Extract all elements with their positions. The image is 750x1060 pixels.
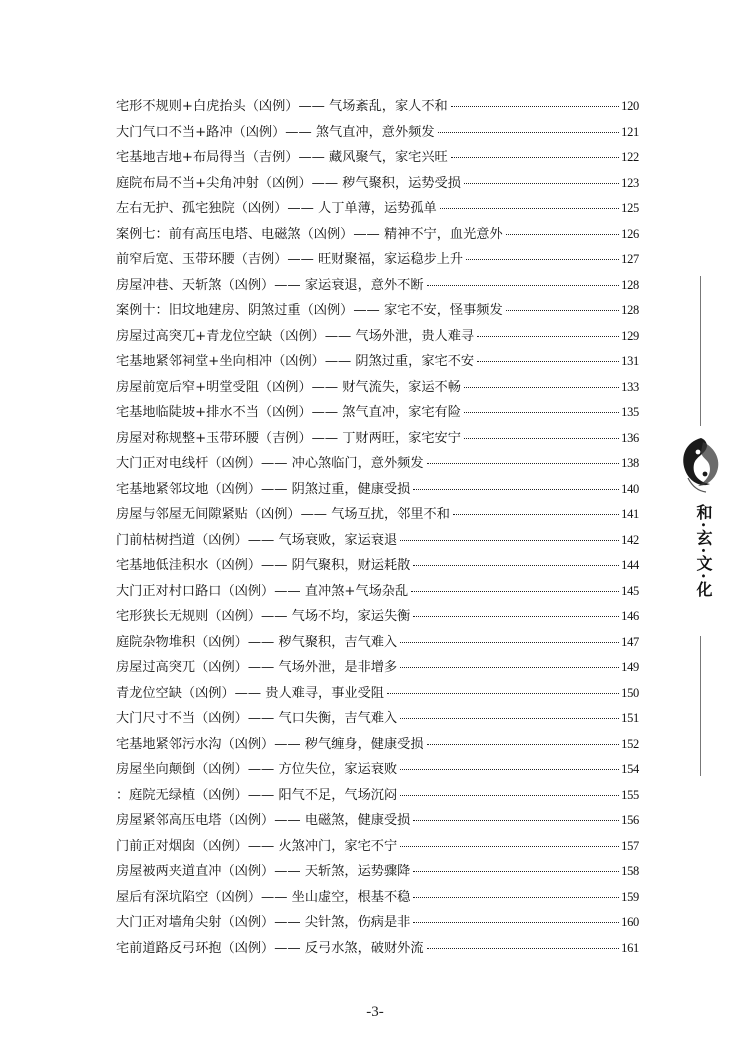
dot-leader (413, 616, 619, 617)
toc-entry[interactable] (116, 834, 639, 860)
toc-entry-page: 135 (621, 405, 639, 419)
toc-entry-page: 152 (621, 736, 639, 751)
dot-leader (413, 897, 619, 898)
toc-entry-page: 151 (621, 711, 639, 725)
toc-entry[interactable] (116, 732, 639, 758)
table-of-contents (116, 94, 639, 961)
toc-entry[interactable] (116, 247, 639, 273)
toc-entry-page: 158 (621, 864, 639, 878)
toc-entry-page: 123 (621, 175, 639, 190)
toc-entry-page: 157 (621, 838, 639, 853)
dot-leader (400, 540, 619, 541)
toc-entry-title: 前窄后宽、玉带环腰（吉例）—— 旺财聚福，家运稳步上升 (116, 252, 464, 267)
toc-entry-title: 房屋对称规整+玉带环腰（吉例）—— 丁财两旺，家宅安宁 (116, 430, 461, 446)
toc-entry[interactable] (116, 222, 639, 248)
brand-vertical-text: 和·玄·文·化 (694, 504, 713, 599)
toc-entry[interactable] (116, 553, 639, 579)
toc-entry-title: 案例十：旧坟地建房、阴煞过重（凶例）—— 家宅不安，怪事频发 (116, 303, 503, 318)
dot-leader (413, 565, 619, 566)
divider-line (700, 276, 701, 426)
divider-line (700, 636, 701, 776)
toc-entry-title: 宅基地吉地+布局得当（吉例）—— 藏风聚气，家宅兴旺 (116, 150, 448, 165)
toc-entry-title: 大门正对电线杆（凶例）—— 冲心煞临门，意外频发 (116, 456, 424, 471)
dot-leader (400, 846, 619, 847)
toc-entry-page: 127 (621, 252, 639, 266)
dot-leader (464, 387, 619, 388)
toc-entry[interactable] (116, 681, 639, 707)
toc-entry-page: 122 (621, 150, 639, 164)
toc-entry-page: 160 (621, 915, 639, 929)
toc-entry[interactable] (116, 706, 639, 732)
dot-leader (400, 718, 619, 719)
toc-entry[interactable] (116, 808, 639, 834)
toc-entry-title: 房屋紧邻高压电塔（凶例）—— 电磁煞，健康受损 (116, 813, 411, 828)
toc-entry-title: 宅前道路反弓环抱（凶例）—— 反弓水煞，破财外流 (116, 940, 424, 956)
dot-leader (477, 361, 619, 362)
toc-entry[interactable] (116, 94, 639, 120)
toc-entry-title: 庭院布局不当+尖角冲射（凶例）—— 秽气聚积，运势受损 (116, 175, 461, 191)
dot-leader (440, 208, 619, 209)
dot-leader (413, 922, 619, 923)
dot-leader (400, 642, 619, 643)
dot-leader (400, 769, 619, 770)
dot-leader (411, 591, 619, 592)
toc-entry-page: 145 (621, 583, 639, 598)
dot-leader (451, 106, 619, 107)
toc-entry-page: 144 (621, 558, 639, 572)
toc-entry[interactable] (116, 910, 639, 936)
toc-entry-page: 147 (621, 634, 639, 649)
toc-entry-title: 房屋坐向颠倒（凶例）—— 方位失位，家运衰败 (116, 762, 398, 777)
toc-entry-title: 房屋被两夹道直冲（凶例）—— 天斩煞，运势骤降 (116, 864, 411, 879)
toc-entry-page: 140 (621, 481, 639, 496)
page-number: -3- (366, 1004, 384, 1020)
toc-entry[interactable] (116, 324, 639, 350)
toc-entry-page: 136 (621, 430, 639, 445)
toc-entry[interactable] (116, 885, 639, 911)
dot-leader (453, 514, 619, 515)
dot-leader (438, 132, 620, 133)
toc-entry-title: 门前正对烟囱（凶例）—— 火煞冲门，家宅不宁 (116, 838, 398, 854)
dot-leader (506, 234, 620, 235)
dot-leader (464, 183, 619, 184)
toc-entry[interactable] (116, 426, 639, 452)
dot-leader (464, 412, 619, 413)
toc-entry-title: 房屋前宽后窄+明堂受阻（凶例）—— 财气流失，家运不畅 (116, 379, 461, 395)
toc-entry[interactable] (116, 502, 639, 528)
toc-entry[interactable] (116, 783, 639, 809)
toc-entry-title: 门前枯树挡道（凶例）—— 气场衰败，家运衰退 (116, 532, 398, 548)
dot-leader (427, 285, 620, 286)
dot-leader (506, 310, 620, 311)
toc-entry-page: 133 (621, 379, 639, 394)
toc-entry[interactable] (116, 171, 639, 197)
toc-entry-page: 129 (621, 328, 639, 343)
toc-entry-title: 案例七：前有高压电塔、电磁煞（凶例）—— 精神不宁，血光意外 (116, 226, 503, 242)
yin-yang-ink-icon (676, 434, 726, 494)
dot-leader (413, 820, 619, 821)
toc-entry-title: 房屋过高突兀（凶例）—— 气场外泄，是非增多 (116, 660, 398, 675)
toc-entry-page: 138 (621, 456, 639, 470)
toc-entry-title: 宅形不规则+白虎抬头（凶例）—— 气场紊乱，家人不和 (116, 99, 448, 114)
toc-entry-page: 156 (621, 813, 639, 827)
toc-entry-title: 左右无护、孤宅独院（凶例）—— 人丁单薄，运势孤单 (116, 201, 437, 216)
toc-entry-title: ：庭院无绿植（凶例）—— 阳气不足，气场沉闷 (116, 787, 398, 803)
toc-entry-title: 宅基地紧邻祠堂+坐向相冲（凶例）—— 阴煞过重，家宅不安 (116, 354, 475, 369)
toc-entry[interactable] (116, 145, 639, 171)
toc-entry-title: 宅基地低洼积水（凶例）—— 阴气聚积，财运耗散 (116, 558, 411, 573)
toc-entry[interactable] (116, 400, 639, 426)
toc-entry-page: 126 (621, 226, 639, 241)
dot-leader (400, 667, 619, 668)
dot-leader (427, 463, 620, 464)
toc-entry-title: 青龙位空缺（凶例）—— 贵人难寻，事业受阻 (116, 685, 384, 701)
toc-entry-title: 房屋过高突兀+青龙位空缺（凶例）—— 气场外泄，贵人难寻 (116, 328, 475, 344)
toc-entry-page: 154 (621, 762, 639, 776)
toc-entry-page: 125 (621, 201, 639, 215)
toc-entry[interactable] (116, 655, 639, 681)
toc-entry[interactable] (116, 936, 639, 962)
toc-entry-title: 宅基地临陡坡+排水不当（凶例）—— 煞气直冲，家宅有险 (116, 405, 461, 420)
dot-leader (464, 438, 619, 439)
toc-entry[interactable] (116, 196, 639, 222)
sidebar-brand-panel (676, 276, 726, 696)
toc-entry-page: 131 (621, 354, 639, 368)
toc-entry[interactable] (116, 477, 639, 503)
dot-leader (451, 157, 619, 158)
toc-entry-page: 121 (621, 124, 639, 139)
toc-entry[interactable] (116, 451, 639, 477)
toc-entry-title: 房屋冲巷、天斩煞（凶例）—— 家运衰退，意外不断 (116, 277, 424, 293)
dot-leader (387, 693, 619, 694)
toc-entry-title: 宅形狭长无规则（凶例）—— 气场不均，家运失衡 (116, 609, 411, 624)
toc-entry[interactable] (116, 630, 639, 656)
toc-entry[interactable] (116, 528, 639, 554)
toc-entry[interactable] (116, 604, 639, 630)
dot-leader (466, 259, 619, 260)
toc-entry-title: 大门正对村口路口（凶例）—— 直冲煞+气场杂乱 (116, 583, 409, 599)
toc-entry-title: 大门气口不当+路冲（凶例）—— 煞气直冲，意外频发 (116, 124, 435, 140)
toc-entry-title: 庭院杂物堆积（凶例）—— 秽气聚积，吉气难入 (116, 634, 398, 650)
toc-entry-page: 150 (621, 685, 639, 700)
toc-entry[interactable] (116, 375, 639, 401)
toc-entry[interactable] (116, 859, 639, 885)
toc-entry-title: 大门正对墙角尖射（凶例）—— 尖针煞，伤病是非 (116, 915, 411, 930)
toc-entry[interactable] (116, 298, 639, 324)
toc-entry[interactable] (116, 757, 639, 783)
toc-entry-page: 142 (621, 532, 639, 547)
toc-entry[interactable] (116, 120, 639, 146)
toc-entry-title: 屋后有深坑陷空（凶例）—— 坐山虚空，根基不稳 (116, 889, 411, 905)
toc-entry-title: 房屋与邻屋无间隙紧贴（凶例）—— 气场互扰，邻里不和 (116, 507, 450, 522)
toc-entry[interactable] (116, 349, 639, 375)
toc-entry-page: 155 (621, 787, 639, 802)
toc-entry-page: 159 (621, 889, 639, 904)
toc-entry-title: 宅基地紧邻坟地（凶例）—— 阴煞过重，健康受损 (116, 481, 411, 497)
dot-leader (400, 795, 619, 796)
toc-entry-page: 128 (621, 277, 639, 292)
toc-entry-page: 120 (621, 99, 639, 113)
dot-leader (427, 744, 620, 745)
toc-entry-page: 141 (621, 507, 639, 521)
toc-entry-page: 146 (621, 609, 639, 623)
dot-leader (413, 871, 619, 872)
toc-entry-page: 128 (621, 303, 639, 317)
toc-entry-page: 161 (621, 940, 639, 955)
toc-entry-title: 宅基地紧邻污水沟（凶例）—— 秽气缠身，健康受损 (116, 736, 424, 752)
toc-entry-title: 大门尺寸不当（凶例）—— 气口失衡，吉气难入 (116, 711, 398, 726)
dot-leader (413, 489, 619, 490)
dot-leader (477, 336, 619, 337)
toc-entry-page: 149 (621, 660, 639, 674)
toc-entry[interactable] (116, 579, 639, 605)
toc-entry[interactable] (116, 273, 639, 299)
dot-leader (427, 948, 620, 949)
